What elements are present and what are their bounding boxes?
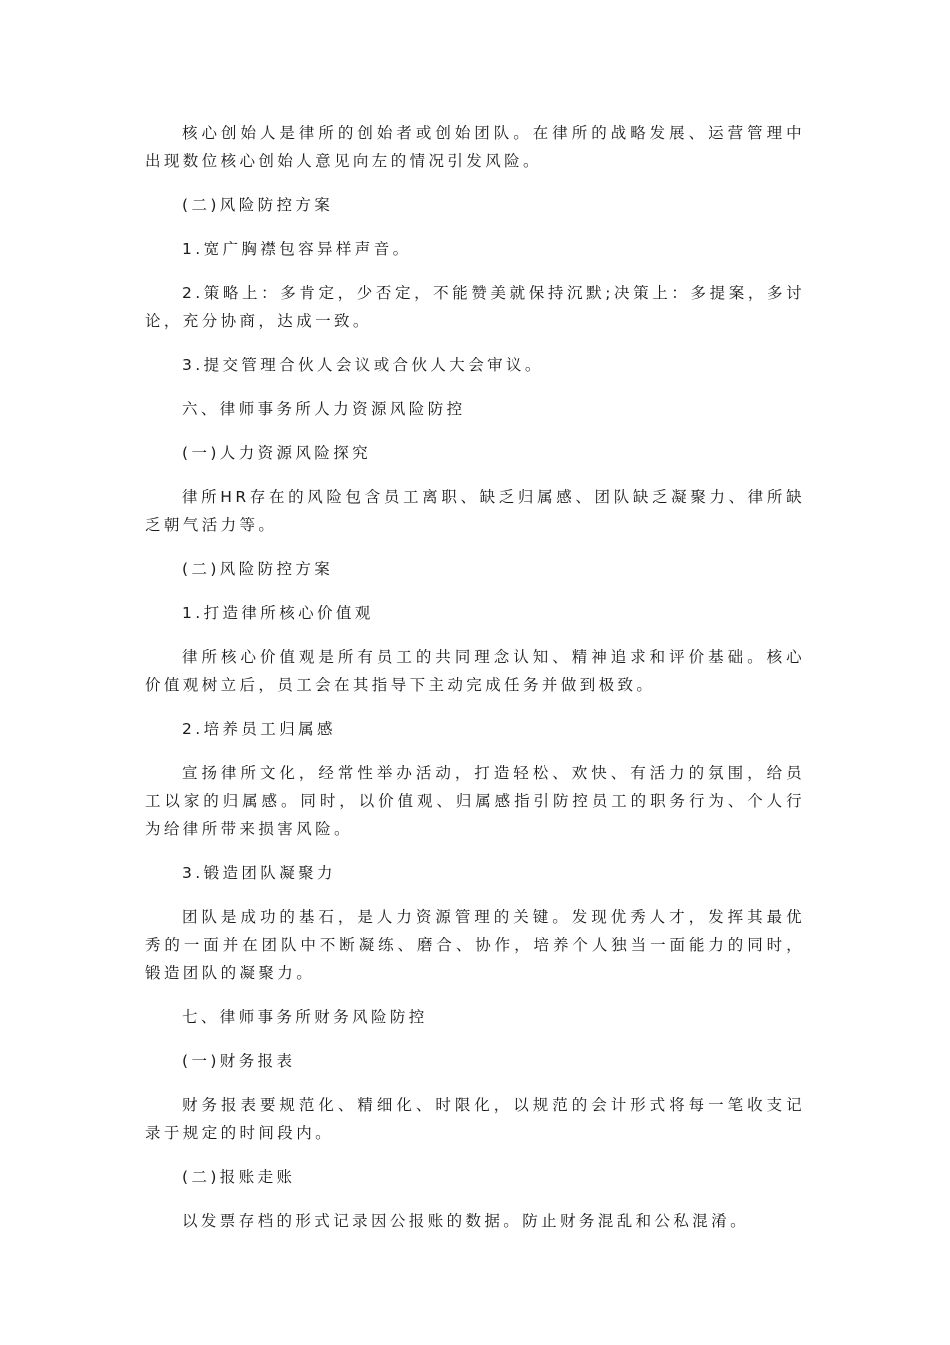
paragraph: 宣扬律所文化，经常性举办活动，打造轻松、欢快、有活力的氛围，给员工以家的归属感。同时，以价值观、归属感指引防控员工的职务行为、个人行为给律所带来损害风险。 bbox=[145, 764, 805, 838]
list-item: 3.提交管理合伙人会议或合伙人大会审议。 bbox=[182, 356, 544, 374]
section-heading: (一)财务报表 bbox=[182, 1052, 296, 1070]
section-heading: (二)报账走账 bbox=[182, 1168, 296, 1186]
subsection-heading: 3.锻造团队凝聚力 bbox=[182, 864, 336, 882]
list-item: 1.宽广胸襟包容异样声音。 bbox=[182, 240, 412, 258]
chapter-heading: 七、律师事务所财务风险防控 bbox=[182, 1008, 428, 1026]
paragraph: 团队是成功的基石，是人力资源管理的关键。发现优秀人才，发挥其最优秀的一面并在团队中不断凝练、磨合、协作，培养个人独当一面能力的同时，锻造团队的凝聚力。 bbox=[145, 908, 805, 982]
paragraph: 财务报表要规范化、精细化、时限化，以规范的会计形式将每一笔收支记录于规定的时间段内。 bbox=[145, 1096, 805, 1142]
chapter-heading: 六、律师事务所人力资源风险防控 bbox=[182, 400, 466, 418]
section-heading: (二)风险防控方案 bbox=[182, 196, 334, 214]
list-item: 2.策略上：多肯定，少否定，不能赞美就保持沉默;决策上：多提案，多讨论，充分协商，达成一致。 bbox=[145, 284, 805, 330]
section-heading: (二)风险防控方案 bbox=[182, 560, 334, 578]
document-body bbox=[145, 119, 805, 1235]
paragraph: 核心创始人是律所的创始者或创始团队。在律所的战略发展、运营管理中出现数位核心创始人意见向左的情况引发风险。 bbox=[145, 124, 805, 170]
subsection-heading: 2.培养员工归属感 bbox=[182, 720, 336, 738]
paragraph: 律所HR存在的风险包含员工离职、缺乏归属感、团队缺乏凝聚力、律所缺乏朝气活力等。 bbox=[145, 488, 805, 534]
paragraph: 以发票存档的形式记录因公报账的数据。防止财务混乱和公私混淆。 bbox=[182, 1212, 750, 1230]
paragraph: 律所核心价值观是所有员工的共同理念认知、精神追求和评价基础。核心价值观树立后，员工会在其指导下主动完成任务并做到极致。 bbox=[145, 648, 805, 694]
subsection-heading: 1.打造律所核心价值观 bbox=[182, 604, 374, 622]
section-heading: (一)人力资源风险探究 bbox=[182, 444, 371, 462]
